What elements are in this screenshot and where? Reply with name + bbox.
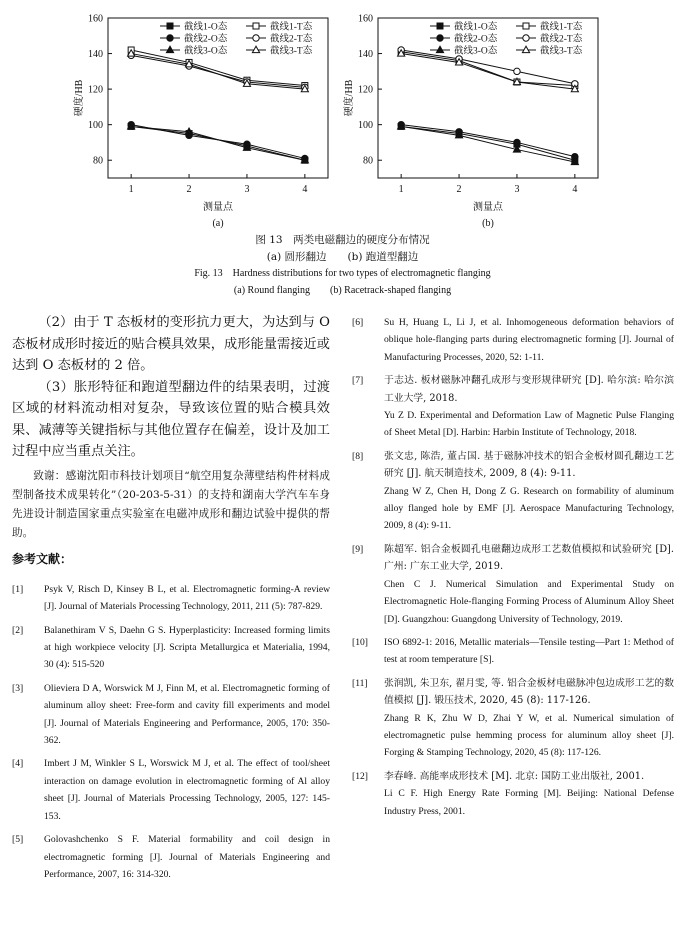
reference-number: [8]: [352, 450, 364, 462]
legend-label: 截线1-O态: [184, 22, 228, 33]
legend-label: 截线3-O态: [184, 46, 228, 57]
y-axis-label: 硬度/HB: [74, 79, 85, 117]
legend-label: 截线1-T态: [270, 22, 313, 33]
legend-label: 截线3-T态: [540, 46, 583, 57]
x-tick-label: 3: [514, 184, 520, 195]
legend-label: 截线1-O态: [454, 22, 498, 33]
reference-text: Zhang R K, Zhu W D, Zhai Y W, et al. Numerical simulation of electromagnetic pulse hemming process for aluminum alloy sheet [J]. Forging & Stamping Technology, 2020, 45 (8): 117-126.: [384, 712, 674, 759]
reference-number: [12]: [352, 770, 368, 782]
hardness-chart-racetrack: [340, 8, 625, 229]
reference-item: [12, 581, 330, 616]
legend-label: 截线2-O态: [454, 34, 498, 45]
panel-label: (a): [212, 218, 224, 229]
figure-subcaption-en: (a) Round flanging (b) Racetrack-shaped flanging: [233, 285, 452, 296]
x-axis-label: 测量点: [203, 202, 233, 213]
reference-item: [12, 680, 330, 750]
reference-text: 李春峰. 高能率成形技术 [M]. 北京: 国防工业出版社, 2001.: [384, 770, 645, 782]
reference-item: [352, 372, 674, 442]
y-tick-label: 160: [88, 13, 103, 25]
y-tick-label: 140: [88, 49, 103, 61]
x-tick-label: 3: [244, 184, 250, 195]
legend-marker: [523, 35, 529, 41]
legend-marker: [166, 46, 173, 52]
reference-number: [9]: [352, 543, 364, 555]
x-tick-label: 2: [186, 184, 192, 195]
reference-item: [352, 768, 674, 820]
series-line: [131, 126, 305, 160]
x-tick-label: 4: [302, 184, 308, 195]
reference-item: [12, 831, 330, 883]
reference-number: [3]: [12, 682, 24, 694]
left-column: [12, 312, 330, 889]
reference-item: [352, 634, 674, 669]
reference-text: Golovashchenko S F. Material formability and coil design in electromagnetic forming [J]. Journal of Materials Engineering and Performance, 2007, 16: 314-320.: [44, 834, 330, 880]
reference-number: [5]: [12, 834, 24, 846]
reference-number: [11]: [352, 677, 368, 689]
y-axis-label: 硬度/HB: [344, 79, 355, 117]
y-tick-label: 100: [88, 120, 103, 132]
legend-marker: [167, 35, 173, 41]
reference-text: Imbert J M, Winkler S L, Worswick M J, et al. The effect of tool/sheet interaction on damage evolution in electromagnetic forming of Al alloy sheet [J]. Journal of Materials Processing Technology, 2005, 127: 145-153.: [44, 758, 330, 822]
reference-text: 张润凯, 朱卫东, 翟月雯, 等. 铝合金板材电磁脉冲包边成形工艺的数值模拟 [J]. 锻压技术, 2020, 45 (8): 117-126.: [384, 677, 674, 707]
reference-number: [1]: [12, 583, 24, 595]
legend-marker: [437, 35, 443, 41]
reference-text: Su H, Huang L, Li J, et al. Inhomogeneous deformation behaviors of oblique hole-flanging parts during electromagnetic forming [J]. Journal of Manufacturing Processes, 2020, 52: 1-11.: [384, 317, 674, 363]
reference-text: ISO 6892-1: 2016, Metallic materials—Tensile testing—Part 1: Method of test at room temperature [S].: [384, 636, 674, 666]
legend-label: 截线2-T态: [270, 34, 313, 45]
x-tick-label: 4: [572, 184, 578, 195]
legend-marker: [253, 35, 259, 41]
series-line: [131, 126, 305, 160]
reference-text: 陈超军. 铝合金板圆孔电磁翻边成形工艺数值模拟和试验研究 [D]. 广州: 广东工业大学, 2019.: [384, 543, 674, 573]
hardness-chart-round: [70, 8, 355, 229]
references-heading: 参考文献：: [12, 552, 73, 567]
legend-marker: [522, 46, 529, 52]
reference-number: [7]: [352, 375, 364, 387]
legend-marker: [437, 23, 443, 29]
reference-number: [4]: [12, 758, 24, 770]
figure-subcaption-zh: (a) 圆形翻边 (b) 跑道型翻边: [266, 251, 419, 263]
figure-caption-en: Fig. 13 Hardness distributions for two types of electromagnetic flanging: [194, 268, 491, 279]
y-tick-label: 80: [93, 155, 103, 167]
reference-text: Balanethiram V S, Daehn G S. Hyperplasticity: Increased forming limits at high workpiece velocity [J]. Scripta Metallurgica et Materialia, 1994, 30 (4): 515-520: [44, 624, 330, 671]
y-tick-label: 120: [358, 84, 373, 96]
conclusion-3: （3）胀形特征和跑道型翻边件的结果表明，过渡区域的材料流动相对复杂，导致该位置的贴合模具效果、减薄等关键指标与其他位置存在偏差，设计及加工过程中应当重点关注。: [12, 379, 330, 459]
reference-text: Zhang W Z, Chen H, Dong Z G. Research on formability of aluminum alloy flanged hole by EMF [J]. Aerospace Manufacturing Technology, 2009, 8 (4): 9-11.: [384, 485, 674, 532]
legend-marker: [436, 46, 443, 52]
conclusion-2: （2）由于 T 态板材的变形抗力更大，为达到与 O 态板材成形时接近的贴合模具效果，成形能量需接近或达到 O 态板材的 2 倍。: [12, 315, 330, 373]
data-point: [514, 68, 520, 74]
reference-item: [352, 314, 674, 366]
references-left: [12, 581, 330, 884]
legend-marker: [253, 23, 259, 29]
legend-label: 截线3-T态: [270, 46, 313, 57]
x-axis-label: 测量点: [473, 202, 503, 213]
series-line: [401, 126, 575, 160]
y-tick-label: 160: [358, 13, 373, 25]
reference-text: 张文忠, 陈浩, 董占国. 基于磁脉冲技术的铝合金板材圆孔翻边工艺研究 [J]. 航天制造技术, 2009, 8 (4): 9-11.: [384, 450, 674, 480]
reference-number: [2]: [12, 624, 24, 636]
y-tick-label: 140: [358, 49, 373, 61]
reference-number: [6]: [352, 317, 364, 328]
legend-marker: [167, 23, 173, 29]
y-tick-label: 80: [363, 155, 373, 167]
reference-item: [352, 541, 674, 628]
legend-marker: [523, 23, 529, 29]
reference-text: Chen C J. Numerical Simulation and Experimental Study on Electromagnetic Hole-flanging Forming Process of Aluminum Alloy Sheet [D]. Guangzhou: Guangdong University of Technology, 2019.: [384, 578, 674, 625]
reference-item: [12, 755, 330, 825]
reference-text: 于志达. 板材磁脉冲翻孔成形与变形规律研究 [D]. 哈尔滨: 哈尔滨工业大学, 2018.: [384, 375, 674, 404]
x-tick-label: 2: [456, 184, 462, 195]
references-right: [352, 314, 674, 826]
figure-caption-zh: 图 13 两类电磁翻边的硬度分布情况: [255, 234, 430, 246]
reference-text: Yu Z D. Experimental and Deformation Law of Magnetic Pulse Flanging of Sheet Metal [D]. Harbin: Harbin Institute of Technology, 2018.: [384, 410, 674, 439]
y-tick-label: 120: [88, 84, 103, 96]
reference-item: [352, 675, 674, 762]
legend-label: 截线2-T态: [540, 34, 583, 45]
data-point: [514, 139, 520, 145]
reference-item: [352, 448, 674, 535]
legend-label: 截线3-O态: [454, 46, 498, 57]
reference-text: Olieviera D A, Worswick M J, Finn M, et al. Electromagnetic forming of aluminum alloy sheet: Free-form and cavity fill experiments and model [J]. Journal of Materials Engineering and Performance, 2005, 170: 350-362.: [44, 682, 330, 747]
legend-marker: [252, 46, 259, 52]
acknowledgement: 致谢：感谢沈阳市科技计划项目“航空用复杂薄壁结构件材料成型制备技术成果转化”（20-203-5-31）的支持和湖南大学汽车车身先进设计制造国家重点实验室在电磁冲成形和翻边试验中提供的帮助。: [12, 469, 330, 540]
series-line: [401, 126, 575, 162]
x-tick-label: 1: [398, 184, 404, 195]
legend-label: 截线1-T态: [540, 22, 583, 33]
reference-number: [10]: [352, 636, 368, 648]
reference-text: Psyk V, Risch D, Kinsey B L, et al. Electromagnetic forming-A review [J]. Journal of Materials Processing Technology, 2011, 211 (5): 787-829.: [44, 583, 330, 613]
panel-label: (b): [482, 218, 494, 229]
y-tick-label: 100: [358, 120, 373, 132]
x-tick-label: 1: [128, 184, 134, 195]
legend-label: 截线2-O态: [184, 34, 228, 45]
reference-item: [12, 622, 330, 674]
reference-text: Li C F. High Energy Rate Forming [M]. Beijing: National Defense Industry Press, 2001.: [384, 788, 674, 817]
series-line: [401, 52, 575, 86]
